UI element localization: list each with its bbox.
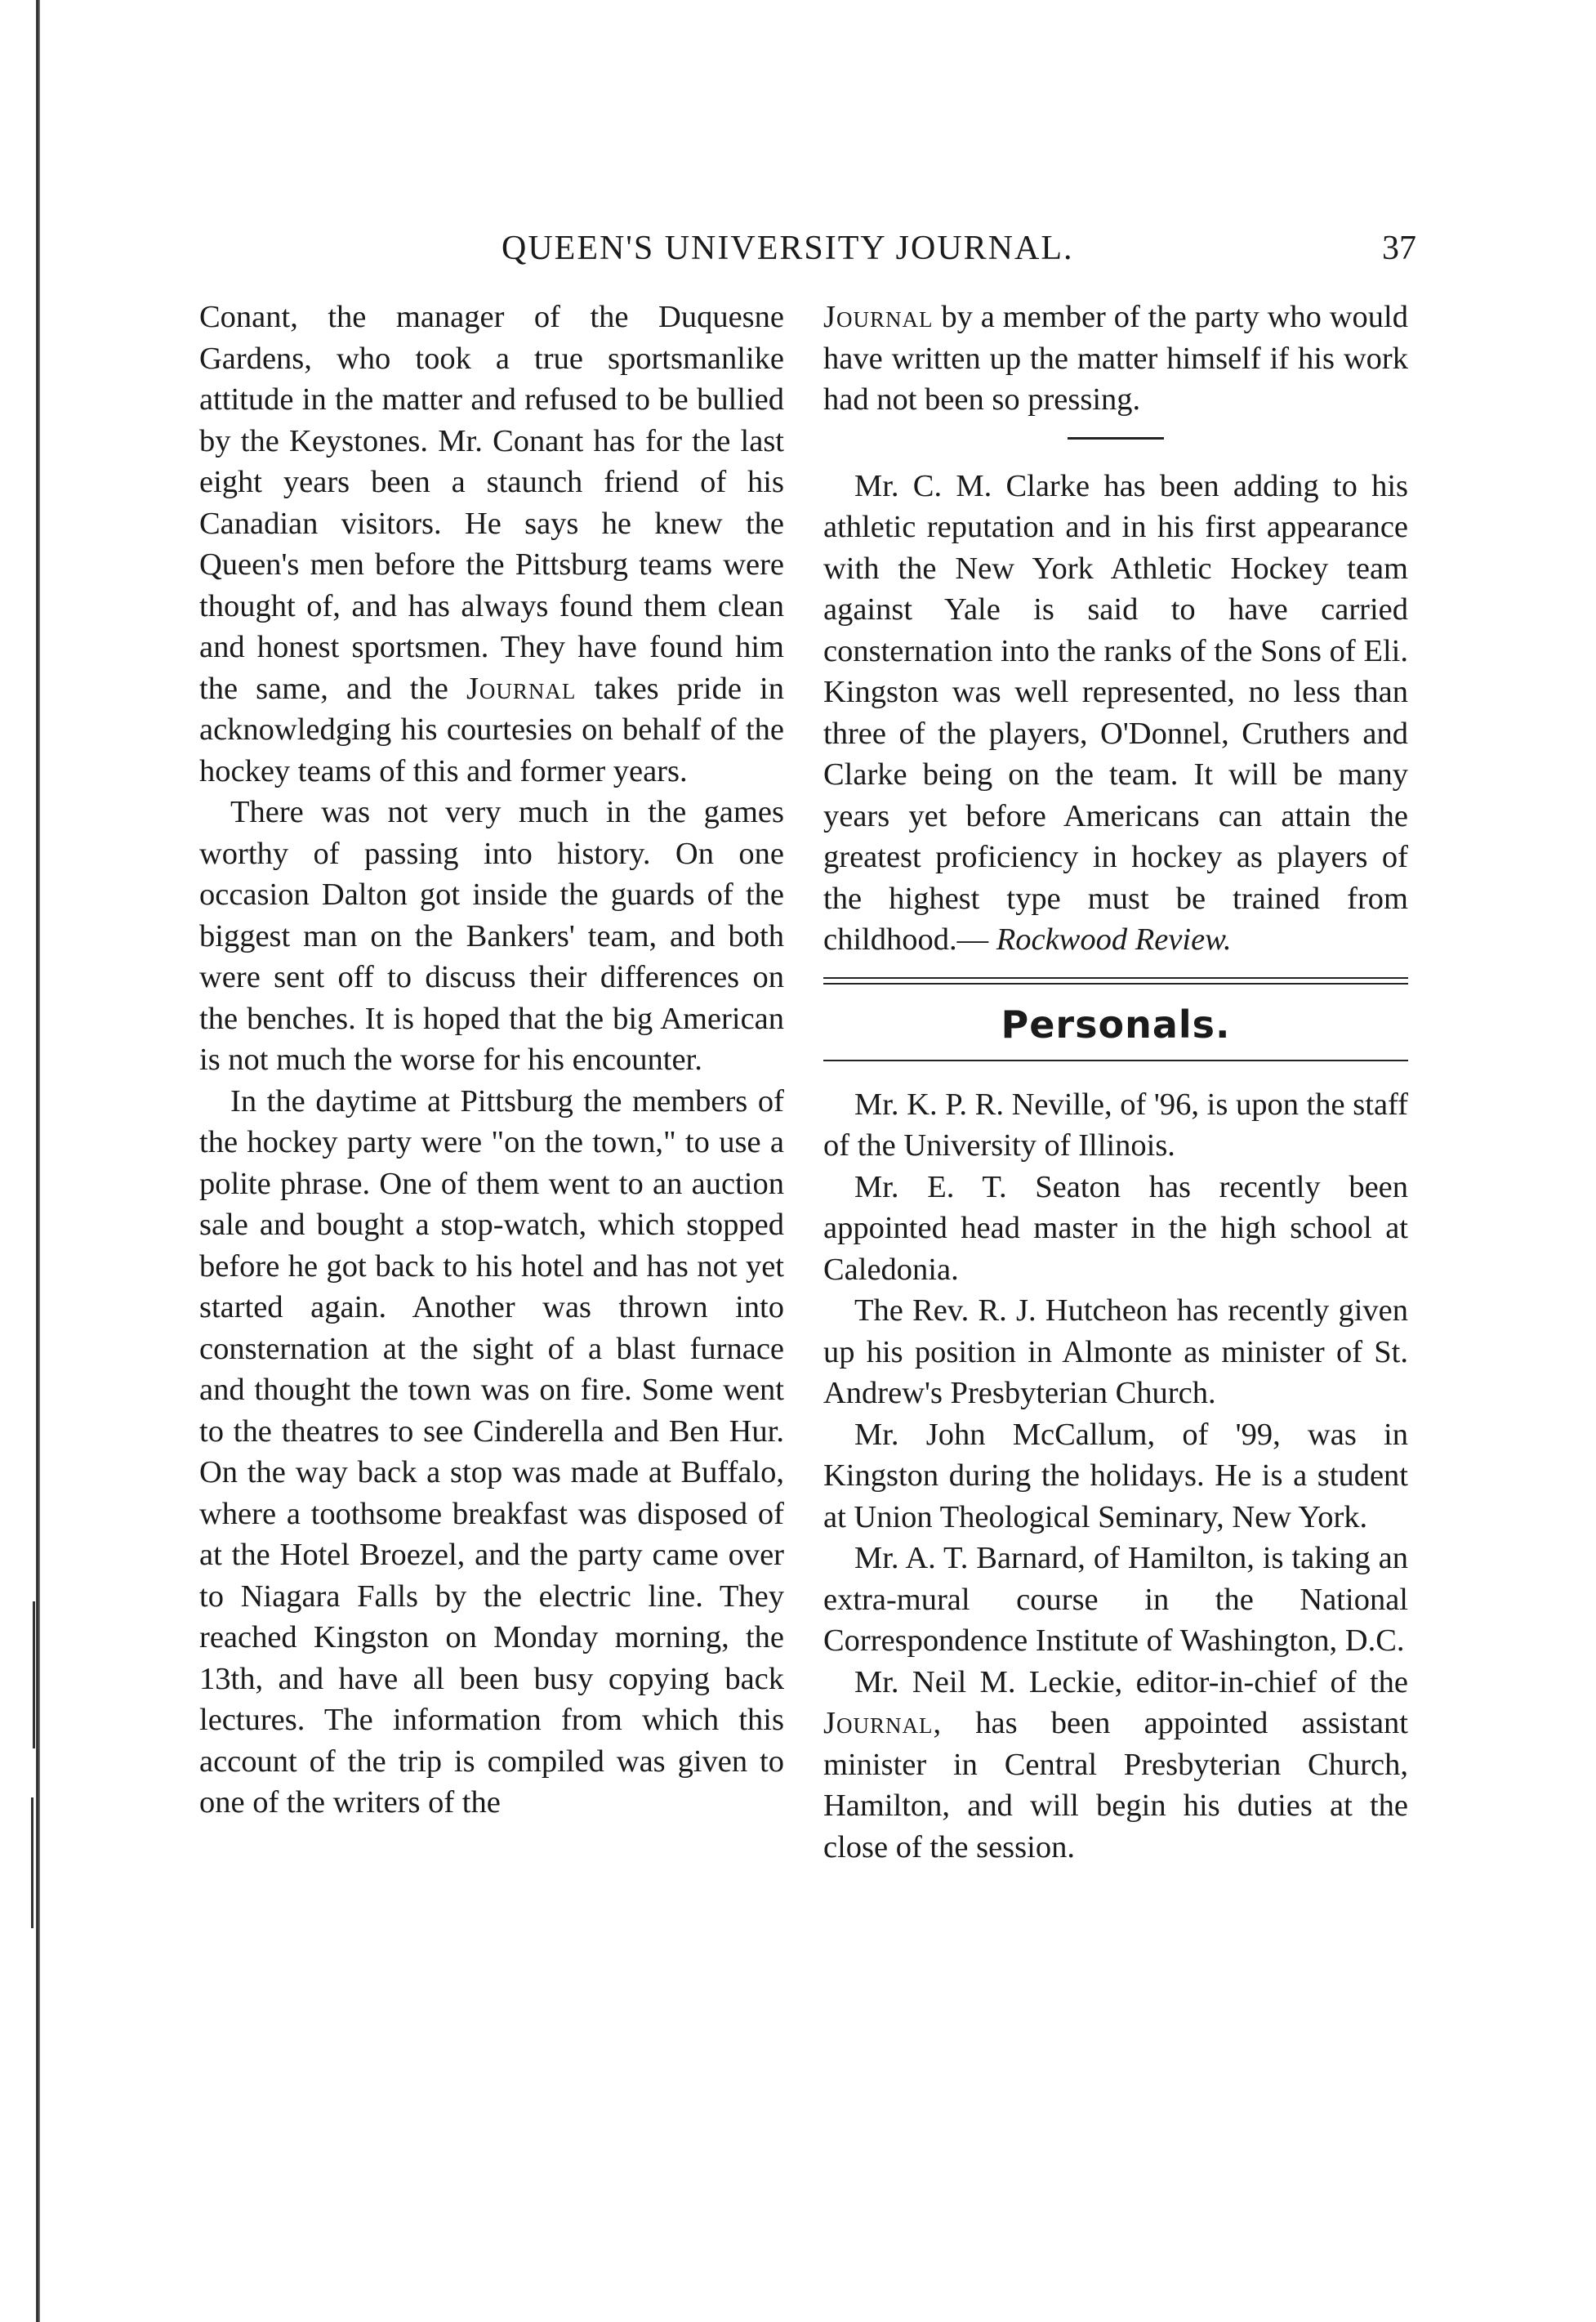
running-header bbox=[199, 229, 1416, 278]
paragraph: Journal by a member of the party who would have written up the matter himself if his work had not been so pressing. bbox=[823, 300, 1409, 417]
personal-item: Mr. K. P. R. Neville, of '96, is upon the staff of the University of Illinois. bbox=[823, 1087, 1408, 1163]
personal-item: Mr. John McCallum, of '99, was in Kingston during the holidays. He is a student at Union Theological Seminary, New York. bbox=[823, 1417, 1408, 1534]
personal-item: Mr. A. T. Barnard, of Hamilton, is taking an extra-mural course in the National Correspondence Institute of Washington, D.C. bbox=[823, 1541, 1408, 1658]
paragraph: There was not very much in the games worthy of passing into history. On one occasion Dalton got inside the guards of the biggest man on the Bankers' team, and both were sent off to discuss their differences on the benches. It is hoped that the big American is not much the worse for his encounter. bbox=[199, 795, 784, 1077]
paragraph: In the daytime at Pittsburg the members of the hockey party were "on the town," to use a polite phrase. One of them went to an auction sale and bought a stop-watch, which stopped before he got back to his hotel and has not yet started again. Another was thrown into consternation at the sight of a blast furnace and thought the town was on fire. Some went to the theatres to see Cinderella and Ben Hur. On the way back a stop was made at Buffalo, where a toothsome breakfast was disposed of at the Hotel Broezel, and the party came over to Niagara Falls by the electric line. They reached Kingston on Monday morning, the 13th, and have all been busy copying back lectures. The information from which this account of the trip is compiled was given to one of the writers of the bbox=[199, 1083, 784, 1820]
section-heading: Personals. bbox=[1001, 1002, 1231, 1047]
journal-title: QUEEN'S UNIVERSITY JOURNAL. bbox=[502, 230, 1074, 267]
divider bbox=[1068, 437, 1164, 440]
page-number: 37 bbox=[1382, 230, 1416, 267]
divider bbox=[823, 1060, 1408, 1061]
personal-item: Mr. E. T. Seaton has recently been appointed head master in the high school at Caledonia. bbox=[823, 1169, 1408, 1287]
paragraph: Conant, the manager of the Duquesne Gardens, who took a true sportsmanlike attitude in the matter and refused to be bullied by the Keystones. Mr. Conant has for the last eight years been a staunch friend of his Canadian visitors. He says he knew the Queen's men before the Pittsburg teams were thought of, and has always found them clean and honest sportsmen. They have found him the same, and the Journal takes pride in acknowledging his courtesies on behalf of the hockey teams of this and former years. bbox=[199, 300, 784, 788]
edge-mark bbox=[33, 1601, 35, 1748]
personal-item: The Rev. R. J. Hutcheon has recently given up his position in Almonte as minister of St. Andrew's Presbyterian Church. bbox=[823, 1293, 1408, 1410]
journal-name: Journal, bbox=[823, 1706, 943, 1740]
page-binding-edge bbox=[36, 0, 40, 2322]
personal-item: Mr. Neil M. Leckie, editor-in-chief of the Journal, has been appointed assistant minister in Central Presbyterian Church, Hamilton, and will begin his duties at the close of the session. bbox=[823, 1664, 1409, 1864]
right-column bbox=[823, 297, 1408, 1868]
paragraph: Mr. C. M. Clarke has been adding to his athletic reputation and in his first appearance with the New York Athletic Hockey team against Yale is said to have carried consternation into the ranks of the Sons of Eli. Kingston was well represented, no less than three of the players, O'Donnel, Cruthers and Clarke being on the team. It will be many years yet before Americans can attain the greatest proficiency in hockey as players of the highest type must be trained from childhood.— Rockwood Review. bbox=[823, 468, 1408, 957]
journal-name: Journal bbox=[823, 300, 934, 334]
edge-mark bbox=[31, 1797, 33, 1928]
source-citation: Rockwood Review. bbox=[996, 922, 1232, 957]
left-column bbox=[199, 297, 784, 1824]
double-divider bbox=[823, 977, 1408, 985]
journal-name: Journal bbox=[466, 671, 577, 706]
